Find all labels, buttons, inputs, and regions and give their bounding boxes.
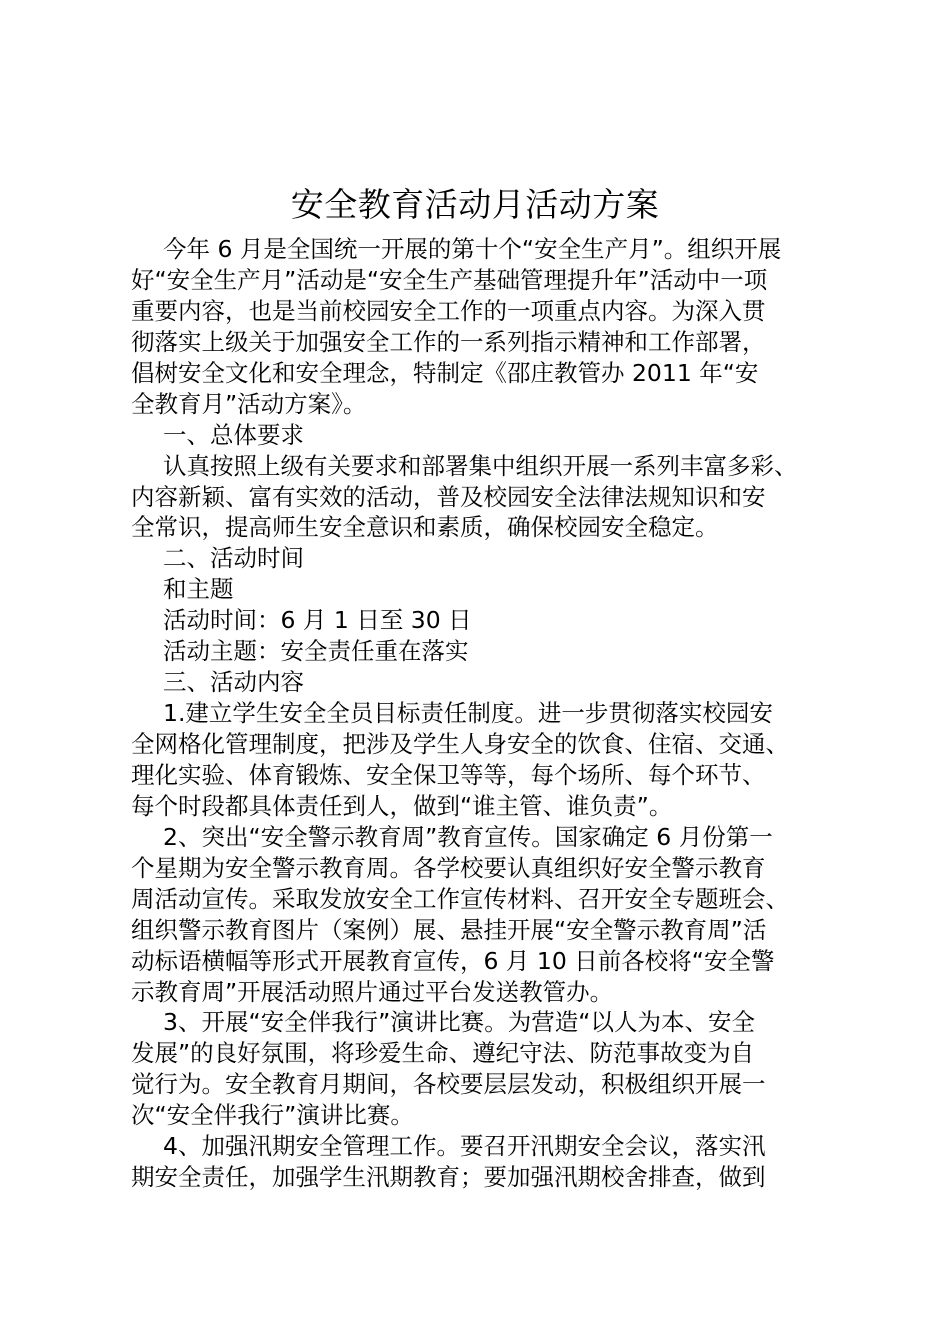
body-line: 全教育月”活动方案》。: [131, 389, 367, 418]
body-line: 内容新颖、富有实效的活动，普及校园安全法律法规知识和安: [131, 482, 766, 511]
body-line: 动标语横幅等形式开展教育宣传，6 月 10 日前各校将“安全警: [131, 946, 775, 975]
body-line: 倡树安全文化和安全理念，特制定《邵庄教管办 2011 年“安: [131, 358, 759, 387]
body-line: 周活动宣传。采取发放安全工作宣传材料、召开安全专题班会、: [131, 884, 789, 913]
body-line: 全常识，提高师生安全意识和素质，确保校园安全稳定。: [131, 513, 719, 542]
body-line: 次“安全伴我行”演讲比赛。: [131, 1101, 414, 1130]
body-line: 活动时间：6 月 1 日至 30 日: [163, 606, 472, 635]
body-line: 3、开展“安全伴我行”演讲比赛。为营造“以人为本、安全: [163, 1008, 755, 1037]
body-line: 认真按照上级有关要求和部署集中组织开展一系列丰富多彩、: [163, 451, 798, 480]
body-line: 1.建立学生安全全员目标责任制度。进一步贯彻落实校园安: [163, 699, 773, 728]
body-line: 个星期为安全警示教育周。各学校要认真组织好安全警示教育: [131, 853, 766, 882]
body-line: 和主题: [163, 575, 234, 604]
body-line: 好“安全生产月”活动是“安全生产基础管理提升年”活动中一项: [131, 265, 768, 294]
body-line: 全网格化管理制度，把涉及学生人身安全的饮食、住宿、交通、: [131, 730, 789, 758]
body-line: 二、活动时间: [163, 544, 304, 573]
body-line: 组织警示教育图片（案例）展、悬挂开展“安全警示教育周”活: [131, 915, 767, 944]
body-line: 理化实验、体育锻炼、安全保卫等等，每个场所、每个环节、: [131, 760, 766, 789]
body-line: 每个时段都具体责任到人，做到“谁主管、谁负责”。: [131, 791, 673, 820]
document-body: [131, 234, 836, 1193]
document-title: 安全教育活动月活动方案: [290, 185, 660, 224]
body-line: 2、突出“安全警示教育周”教育宣传。国家确定 6 月份第一: [163, 822, 773, 851]
body-line: 三、活动内容: [163, 668, 304, 697]
body-line: 活动主题：安全责任重在落实: [163, 637, 469, 666]
body-line: 期安全责任，加强学生汛期教育；要加强汛期校舍排查，做到: [131, 1163, 766, 1192]
body-line: 4、加强汛期安全管理工作。要召开汛期安全会议，落实汛: [163, 1132, 766, 1161]
body-line: 示教育周”开展活动照片通过平台发送教管办。: [131, 977, 614, 1006]
body-line: 一、总体要求: [163, 420, 304, 449]
body-line: 彻落实上级关于加强安全工作的一系列指示精神和工作部署，: [131, 327, 766, 356]
body-line: 发展”的良好氛围，将珍爱生命、遵纪守法、防范事故变为自: [131, 1039, 755, 1068]
body-line: 觉行为。安全教育月期间，各校要层层发动，积极组织开展一: [131, 1070, 766, 1099]
body-line: 重要内容，也是当前校园安全工作的一项重点内容。为深入贯: [131, 296, 766, 325]
body-line: 今年 6 月是全国统一开展的第十个“安全生产月”。组织开展: [163, 235, 782, 263]
